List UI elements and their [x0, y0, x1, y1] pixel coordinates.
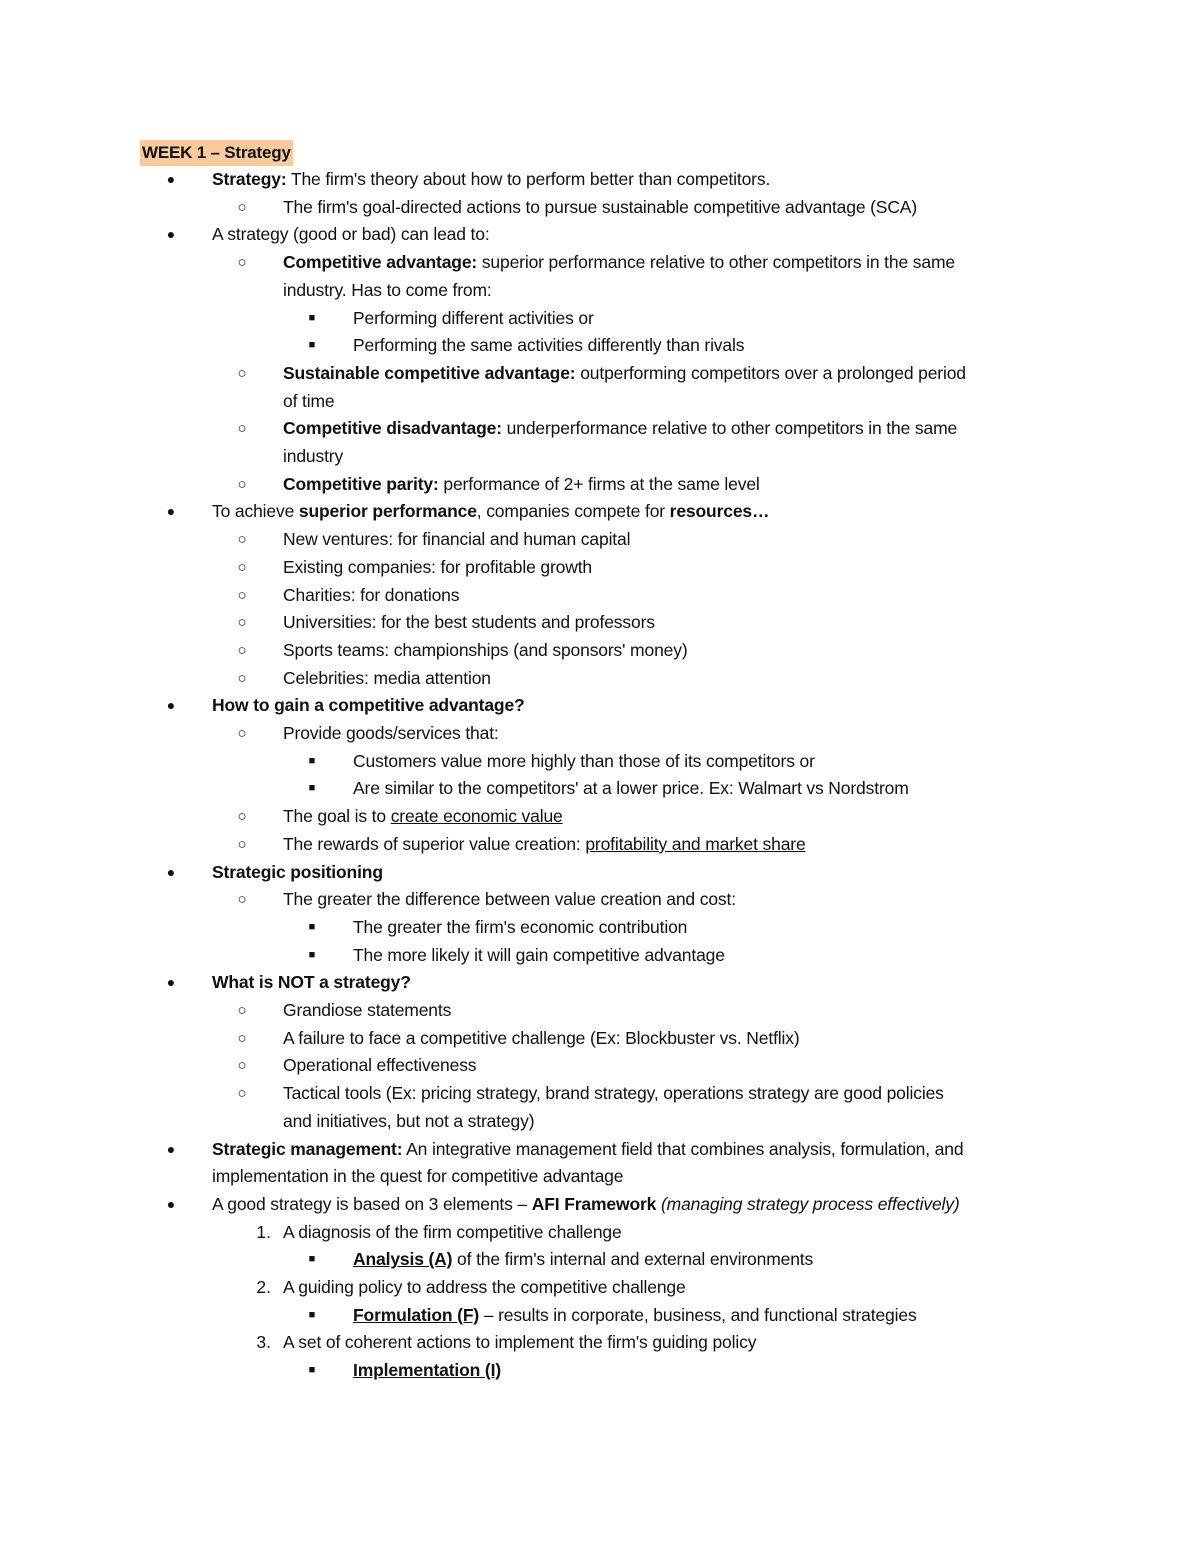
list-item-text: How to gain a competitive advantage? [212, 695, 525, 716]
list-item-text: Analysis (A) [353, 1249, 453, 1270]
list-item [283, 1329, 756, 1357]
list-item-text: The more likely it will gain competitive advantage [353, 944, 725, 965]
list-item [283, 249, 955, 277]
list-item [283, 665, 491, 693]
list-item-text: Customers value more highly than those of its competitors or [353, 750, 815, 771]
list-item-text: Strategic positioning [212, 861, 383, 882]
list-item-text: The goal is to [283, 806, 391, 827]
list-item [212, 1136, 963, 1164]
list-item [283, 637, 688, 665]
list-item-text: Operational effectiveness [283, 1055, 477, 1076]
bullet-disc-icon: ● [166, 974, 176, 991]
bullet-circle-icon: ○ [237, 1085, 247, 1103]
bullet-circle-icon: ○ [237, 198, 247, 216]
list-item-text: of time [283, 390, 335, 411]
bullet-disc-icon: ● [166, 503, 176, 520]
list-item [353, 1357, 501, 1385]
list-item-text: New ventures: for financial and human capital [283, 529, 631, 550]
list-item-text: A strategy (good or bad) can lead to: [212, 224, 490, 245]
bullet-disc-icon: ● [166, 171, 176, 187]
list-item [353, 1246, 813, 1274]
list-item-text: The rewards of superior value creation: [283, 833, 586, 854]
list-item [353, 332, 744, 360]
bullet-circle-icon: ○ [237, 586, 247, 604]
list-item-text: implementation in the quest for competitive advantage [212, 1166, 624, 1187]
list-item-text: Strategy: [212, 169, 287, 189]
list-item [283, 415, 957, 443]
list-item-text: The greater the difference between value creation and cost: [283, 889, 736, 910]
bullet-circle-icon: ○ [237, 475, 247, 493]
bullet-square-icon: ■ [308, 782, 316, 795]
list-item-text: superior performance relative to other competitors in the same [477, 252, 955, 273]
list-item-text: – results in corporate, business, and functional strategies [479, 1304, 917, 1325]
bullet-circle-icon: ○ [237, 835, 247, 853]
bullet-square-icon: ■ [308, 339, 316, 352]
list-item [283, 831, 806, 859]
list-item [212, 969, 411, 997]
list-item-text: industry. Has to come from: [283, 279, 492, 300]
list-item [353, 748, 815, 776]
list-item [283, 886, 736, 914]
list-item-text: Charities: for donations [283, 584, 460, 605]
list-item-text: The firm's goal-directed actions to pursue sustainable competitive advantage (SCA) [283, 196, 918, 217]
list-item-text: The firm's theory about how to perform better than competitors. [286, 169, 771, 189]
list-item-text: Competitive advantage: [283, 252, 478, 273]
bullet-circle-icon: ○ [237, 531, 247, 549]
list-item-text: A set of coherent actions to implement the firm's guiding policy [283, 1332, 757, 1353]
bullet-circle-icon: ○ [237, 1057, 247, 1075]
list-item-text: Sports teams: championships (and sponsors' money) [283, 639, 688, 660]
list-item-text: create economic value [390, 806, 563, 827]
list-item [283, 803, 563, 831]
list-item-text: Competitive disadvantage: [283, 418, 502, 439]
list-item-text: A diagnosis of the firm competitive challenge [283, 1221, 622, 1242]
list-item-continuation [212, 1163, 623, 1191]
list-item-text: superior performance [298, 501, 477, 522]
list-item-text: Tactical tools (Ex: pricing strategy, brand strategy, operations strategy are good policies [283, 1083, 944, 1104]
bullet-square-icon: ■ [308, 948, 316, 961]
list-item-text: A failure to face a competitive challenge (Ex: Blockbuster vs. Netflix) [283, 1027, 800, 1048]
list-item [212, 166, 770, 194]
list-item-text: To achieve [212, 501, 299, 522]
list-item [283, 1025, 800, 1053]
list-item-text: Grandiose statements [283, 1000, 452, 1020]
bullet-square-icon: ■ [308, 754, 316, 767]
document-title: WEEK 1 – Strategy [140, 140, 293, 166]
list-item [283, 471, 760, 499]
list-item [353, 305, 594, 333]
list-item-text: Existing companies: for profitable growth [283, 556, 593, 577]
list-item-text: Performing different activities or [353, 307, 594, 328]
list-item-text: AFI Framework [531, 1193, 657, 1214]
bullet-circle-icon: ○ [237, 254, 247, 272]
list-item-text: industry [283, 446, 344, 466]
bullet-circle-icon: ○ [237, 808, 247, 826]
list-item [353, 775, 909, 803]
list-item [212, 221, 490, 249]
list-item-text: An integrative management field that combines analysis, formulation, and [402, 1138, 964, 1159]
bullet-circle-icon: ○ [237, 641, 247, 659]
list-item [212, 1191, 960, 1219]
bullet-circle-icon: ○ [237, 891, 247, 909]
bullet-circle-icon: ○ [237, 669, 247, 687]
list-item-continuation [283, 388, 334, 416]
list-item-text: resources… [669, 501, 770, 522]
list-item [283, 554, 592, 582]
bullet-square-icon: ■ [308, 311, 316, 324]
list-item-continuation [283, 1108, 534, 1136]
list-item-text: (managing strategy process effectively) [660, 1193, 960, 1214]
bullet-circle-icon: ○ [237, 1029, 247, 1047]
list-number: 3. [256, 1332, 271, 1353]
list-item-text: Strategic management: [212, 1138, 403, 1159]
bullet-square-icon: ■ [308, 1308, 316, 1321]
list-item [283, 997, 451, 1025]
list-item [353, 914, 687, 942]
list-item [212, 498, 769, 526]
bullet-circle-icon: ○ [237, 1002, 247, 1019]
list-item [283, 1219, 622, 1247]
list-item-text: Performing the same activities differently than rivals [353, 335, 745, 356]
list-item [353, 1302, 917, 1330]
list-item-text: A good strategy is based on 3 elements – [212, 1193, 532, 1214]
list-item [353, 942, 725, 970]
list-item [283, 194, 917, 222]
list-number: 2. [256, 1277, 271, 1297]
list-item [283, 582, 459, 610]
list-item [283, 1080, 944, 1108]
bullet-square-icon: ■ [308, 920, 316, 933]
bullet-circle-icon: ○ [237, 364, 247, 382]
list-number: 1. [256, 1221, 271, 1242]
bullet-disc-icon: ● [166, 1195, 176, 1212]
list-item-text: Universities: for the best students and professors [283, 612, 655, 633]
list-item-text: A guiding policy to address the competitive challenge [283, 1277, 686, 1297]
list-item-continuation [283, 443, 343, 471]
list-item-text: Are similar to the competitors' at a lower price. Ex: Walmart vs Nordstrom [353, 778, 909, 799]
list-item [283, 360, 966, 388]
bullet-disc-icon: ● [166, 863, 176, 880]
bullet-circle-icon: ○ [237, 558, 247, 576]
bullet-circle-icon: ○ [237, 614, 247, 632]
bullet-disc-icon: ● [166, 1140, 176, 1157]
list-item-text: Provide goods/services that: [283, 723, 499, 743]
list-item [283, 526, 630, 554]
bullet-square-icon: ■ [308, 1253, 316, 1266]
list-item-text: outperforming competitors over a prolonged period [575, 362, 966, 383]
list-item-text: of the firm's internal and external environments [452, 1249, 814, 1270]
list-item-text: Celebrities: media attention [283, 667, 491, 688]
list-item-text: Competitive parity: [283, 473, 439, 494]
list-item-text: , companies compete for [476, 501, 670, 522]
bullet-disc-icon: ● [166, 697, 176, 714]
list-item [212, 859, 383, 887]
list-item-text: What is NOT a strategy? [212, 972, 411, 993]
list-item [283, 609, 655, 637]
list-item [283, 720, 499, 748]
list-item-text: and initiatives, but not a strategy) [283, 1110, 535, 1131]
list-item-text: Implementation (I) [353, 1360, 501, 1381]
list-item-text: performance of 2+ firms at the same level [438, 473, 760, 494]
bullet-circle-icon: ○ [237, 420, 247, 438]
list-item [283, 1052, 476, 1080]
bullet-disc-icon: ● [166, 226, 176, 243]
list-item-text: profitability and market share [585, 833, 806, 854]
bullet-square-icon: ■ [308, 1364, 316, 1377]
list-item-text: The greater the firm's economic contribution [353, 916, 688, 937]
list-item [283, 1274, 686, 1302]
list-item-text: Formulation (F) [353, 1304, 480, 1325]
list-item [212, 692, 525, 720]
list-item-text: underperformance relative to other competitors in the same [501, 418, 958, 439]
list-item-continuation [283, 277, 492, 305]
list-item-text: Sustainable competitive advantage: [283, 362, 576, 383]
bullet-circle-icon: ○ [237, 725, 247, 742]
